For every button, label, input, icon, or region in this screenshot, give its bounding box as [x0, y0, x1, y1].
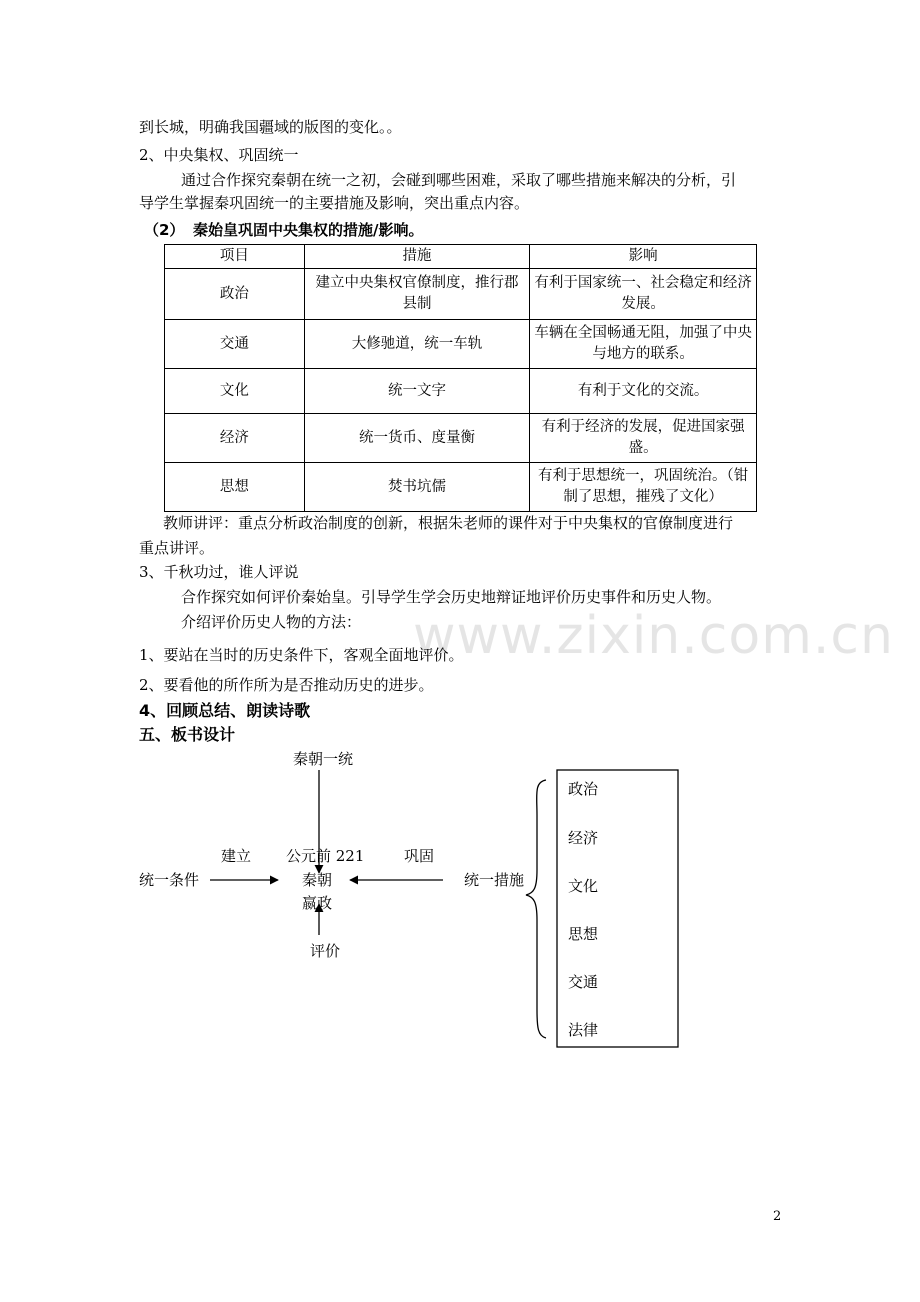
- cell-impact: 有利于经济的发展，促进国家强盛。: [530, 414, 757, 463]
- box-item: 文化: [568, 877, 599, 895]
- diagram-qin-label: 秦朝: [302, 871, 333, 889]
- measures-box: [557, 770, 678, 1047]
- diagram-yingzheng-label: 嬴政: [302, 894, 333, 912]
- cell-item: 文化: [165, 369, 305, 414]
- intro-line: 到长城，明确我国疆域的版图的变化。。: [139, 118, 402, 136]
- cell-item: 经济: [165, 414, 305, 463]
- box-item: 交通: [568, 973, 599, 991]
- cell-item: 交通: [165, 320, 305, 369]
- section-heading-3: 3、千秋功过，谁人评说: [139, 563, 299, 581]
- comment-line: 重点讲评。: [139, 539, 215, 557]
- section-heading-4: 4、回顾总结、朗读诗歌: [139, 701, 311, 720]
- comment-line: 教师讲评：重点分析政治制度的创新，根据朱老师的课件对于中央集权的官僚制度进行: [163, 514, 734, 532]
- table-title: 秦始皇巩固中央集权的措施/影响。: [193, 221, 424, 239]
- list-item: 2、要看他的所作所为是否推动历史的进步。: [139, 676, 434, 694]
- diagram-consolidate-label: 巩固: [404, 847, 435, 865]
- paragraph-line: 合作探究如何评价秦始皇。引导学生学会历史地辩证地评价历史事件和历史人物。: [181, 588, 722, 606]
- cell-impact: 有利于文化的交流。: [530, 369, 757, 414]
- cell-item: 思想: [165, 463, 305, 512]
- box-item: 法律: [568, 1021, 599, 1039]
- diagram-evaluate-label: 评价: [310, 942, 341, 960]
- cell-measure: 焚书坑儒: [304, 463, 530, 512]
- section-heading-2: 2、中央集权、巩固统一: [139, 146, 299, 164]
- paragraph-line: 介绍评价历史人物的方法：: [181, 613, 362, 631]
- section-heading-5: 五、板书设计: [139, 725, 236, 744]
- cell-impact: 车辆在全国畅通无阻，加强了中央与地方的联系。: [530, 320, 757, 369]
- header-item: 项目: [165, 245, 305, 269]
- cell-item: 政治: [165, 269, 305, 320]
- diagram-measures-label: 统一措施: [464, 871, 525, 889]
- cell-measure: 大修驰道，统一车轨: [304, 320, 530, 369]
- header-impact: 影响: [530, 245, 757, 269]
- box-item: 政治: [568, 780, 599, 798]
- cell-measure: 统一货币、度量衡: [304, 414, 530, 463]
- diagram-build-label: 建立: [221, 847, 252, 865]
- cell-measure: 建立中央集权官僚制度，推行郡县制: [304, 269, 530, 320]
- cell-impact: 有利于思想统一，巩固统治。（钳制了思想，摧残了文化）: [530, 463, 757, 512]
- cell-measure: 统一文字: [304, 369, 530, 414]
- cell-impact: 有利于国家统一、社会稳定和经济发展。: [530, 269, 757, 320]
- table-title-number: （2）: [144, 221, 185, 239]
- box-item: 思想: [568, 925, 599, 943]
- box-item: 经济: [568, 829, 599, 847]
- list-item: 1、要站在当时的历史条件下，客观全面地评价。: [139, 646, 464, 664]
- diagram-condition-label: 统一条件: [139, 871, 200, 889]
- header-measure: 措施: [304, 245, 530, 269]
- paragraph-line: 导学生掌握秦巩固统一的主要措施及影响，突出重点内容。: [139, 194, 530, 212]
- diagram-top-label: 秦朝一统: [293, 750, 354, 768]
- curly-brace: [526, 780, 546, 1038]
- page-number: 2: [773, 1209, 782, 1224]
- paragraph-line: 通过合作探究秦朝在统一之初，会碰到哪些困难，采取了哪些措施来解决的分析，引: [181, 171, 737, 189]
- watermark: www.zixin.com.cn: [413, 606, 894, 666]
- diagram-year-label: 公元前 221: [286, 847, 365, 865]
